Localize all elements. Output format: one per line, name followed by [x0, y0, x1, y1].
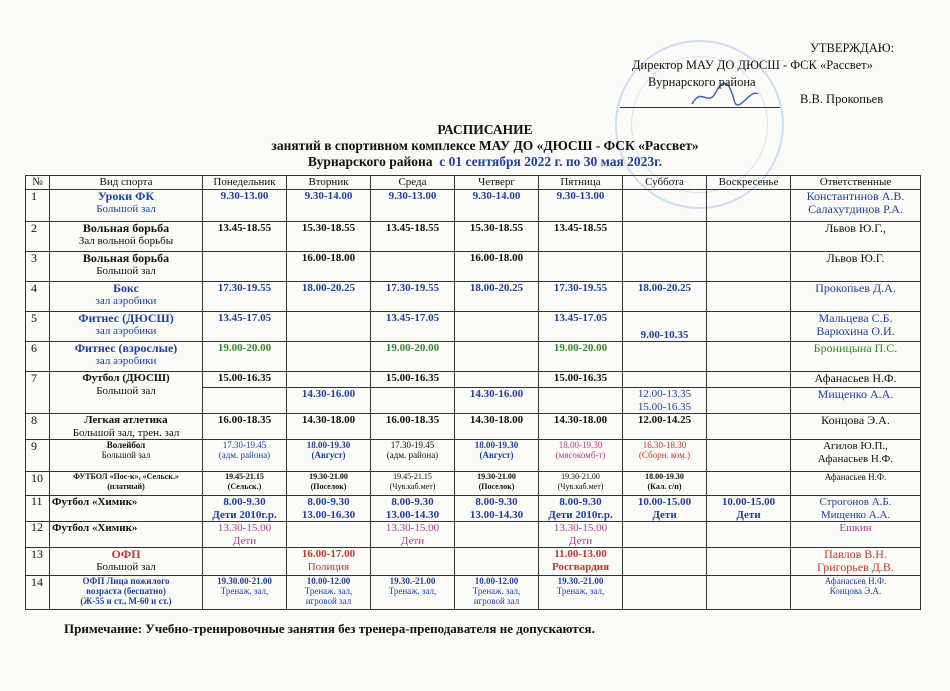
time-mon: 13.30-15.00 [217, 522, 272, 534]
title-period: с 01 сентября 2022 г. по 30 мая 2023г. [439, 154, 663, 169]
group-fri: (мясокомб-т) [555, 450, 606, 460]
place-thu: игровой зал [473, 596, 520, 606]
responsible: Броницына П.С. [791, 342, 921, 372]
group-fri: Дети [568, 534, 593, 547]
sport-note: (Ж-55 и ст., М-60 и ст.) [80, 596, 172, 606]
time-wed: 16.00-18.35 [371, 414, 455, 440]
time-wed: 8.00-9.30 [391, 496, 434, 508]
group-tue: (Поселок) [310, 481, 347, 491]
place-tue: Тренаж. зал, [304, 586, 353, 596]
sport-name: ФУТБОЛ «Пос-к», «Сельск.» [73, 472, 179, 481]
sport-name: Уроки ФК [97, 189, 155, 203]
responsible: Мальцева С.Б. [818, 311, 893, 325]
time-fri: 19.00-20.00 [539, 342, 623, 372]
group-sun: Дети [736, 508, 761, 521]
table-row [26, 576, 921, 610]
time-tue: 8.00-9.30 [307, 496, 350, 508]
sport-venue: Большой зал [96, 202, 156, 215]
group-fri: (Чув.каб.мет) [557, 481, 604, 491]
time-thu: 18.00-20.25 [455, 282, 539, 312]
responsible: Прокопьев Д.А. [791, 282, 921, 312]
place-fri: Тренаж. зал, [556, 586, 605, 596]
sport-venue: зал аэробики [95, 354, 157, 367]
group-thu: (Август) [479, 450, 514, 460]
time-sat: 16.30-18.30 [642, 440, 687, 450]
sport-name: Фитнес (ДЮСШ) [78, 311, 174, 325]
sport-venue: Зал вольной борьбы [78, 234, 174, 247]
time-sat: 12.00-14.25 [623, 414, 707, 440]
group-sat: (Сборн. ком.) [638, 450, 691, 460]
sport-venue: Большой зал [96, 560, 156, 573]
time-wed: 17.30-19.55 [371, 282, 455, 312]
sport-name: ОФП Лица пожилого [82, 576, 170, 586]
sport-name: Бокс [113, 281, 139, 295]
approval-district: Вурнарского района [648, 75, 756, 89]
row-number: 10 [26, 472, 50, 496]
header-sport: Вид спорта [50, 176, 203, 190]
time-wed: 19.45-21.15 [393, 472, 432, 481]
time-fri: 13.45-18.55 [539, 222, 623, 252]
time-tue: 14.30-18.00 [287, 414, 371, 440]
group-mon: Дети 2010г.р. [212, 508, 277, 521]
time-mon: 15.00-16.35 [203, 372, 287, 388]
time-wed: 15.00-16.35 [371, 372, 455, 388]
group-tue: Полиция [307, 560, 350, 573]
time-mon: 16.00-18.35 [203, 414, 287, 440]
row-number: 2 [26, 222, 50, 252]
time-mon: 17.30-19.45 [222, 440, 267, 450]
table-row [26, 522, 921, 548]
time-fri: 15.00-16.35 [539, 372, 623, 388]
table-row [26, 472, 921, 496]
table-row [26, 440, 921, 472]
time-fri: 19.30.-21.00 [557, 576, 604, 586]
header-num: № [26, 176, 50, 190]
time-thu: 14.30-18.00 [455, 414, 539, 440]
time-tue: 18.00-20.25 [287, 282, 371, 312]
row-number: 3 [26, 252, 50, 282]
approval-heading: УТВЕРЖДАЮ: [810, 41, 895, 55]
header-wed: Среда [371, 176, 455, 190]
footnote: Примечание: Учебно-тренировочные занятия без тренера-преподавателя не допускаются. [64, 621, 595, 636]
sport-venue: зал аэробики [95, 294, 157, 307]
signature-line [620, 95, 780, 108]
group-tue: 13.00-16.30 [301, 508, 356, 521]
time-sun: 10.00-15.00 [721, 496, 776, 508]
table-row [26, 342, 921, 372]
time-wed: 17.30-19.45 [390, 440, 435, 450]
header-sun: Воскресенье [707, 176, 791, 190]
group-mon: Дети [232, 534, 257, 547]
time-sat: 18.00-20.25 [623, 282, 707, 312]
header-sat: Суббота [623, 176, 707, 190]
time-fri: 14.30-18.00 [539, 414, 623, 440]
approval-block [620, 40, 920, 108]
table-row [26, 312, 921, 342]
table-row [26, 496, 921, 522]
time-thu: 8.00-9.30 [475, 496, 518, 508]
time-sat: 9.00-10.35 [623, 312, 707, 342]
responsible: Салахутдинов Р.А. [808, 201, 903, 216]
time-fri: 19.30-21.00 [561, 472, 600, 481]
header-resp: Ответственные [791, 176, 921, 190]
header-thu: Четверг [455, 176, 539, 190]
approval-name: В.В. Прокопьев [800, 92, 884, 106]
document-title [0, 122, 950, 170]
table-row [26, 414, 921, 440]
group-fri: Дети 2010г.р. [548, 508, 613, 521]
group-tue: (Август) [311, 450, 346, 460]
table-row [26, 252, 921, 282]
group-sat: Дети [652, 508, 677, 521]
row-number: 4 [26, 282, 50, 312]
time-sat: 12.00-13.35 [637, 388, 692, 400]
place-mon: Тренаж. зал, [220, 586, 269, 596]
time-tue: 19.30-21.00 [309, 472, 348, 481]
time-mon: 19.00-20.00 [203, 342, 287, 372]
responsible: Строгонов А.Б. [819, 496, 892, 508]
responsible: Львов Ю.Г. [791, 252, 921, 282]
sport-name: Легкая атлетика [84, 414, 168, 426]
time-tue: 14.30-16.00 [287, 388, 371, 414]
time-wed: 19.30.-21.00 [389, 576, 436, 586]
time-fri: 13.30-15.00 [553, 522, 608, 534]
group-wed: (адм. района) [386, 450, 439, 460]
time-mon: 17.30-19.55 [203, 282, 287, 312]
responsible: Варюхина О.И. [816, 323, 895, 338]
table-row [26, 372, 921, 388]
place-wed: Тренаж. зал, [388, 586, 437, 596]
table-row [26, 190, 921, 222]
time-tue: 16.00-18.00 [287, 252, 371, 282]
row-number: 5 [26, 312, 50, 342]
time-wed: 9.30-13.00 [371, 190, 455, 222]
group-wed: (Чув.каб.мет) [389, 481, 436, 491]
row-number: 1 [26, 190, 50, 222]
time-thu: 19.30-21.00 [477, 472, 516, 481]
time-thu: 16.00-18.00 [455, 252, 539, 282]
group-fri: Росгвардия [551, 560, 610, 573]
row-number: 7 [26, 372, 50, 414]
group-wed: Дети [400, 534, 425, 547]
approval-position: Директор МАУ ДО ДЮСШ - ФСК «Рассвет» [632, 58, 873, 72]
header-row [26, 176, 921, 190]
responsible: Григорьев Д.В. [817, 559, 894, 574]
time-wed: 13.30-15.00 [385, 522, 440, 534]
time-fri: 8.00-9.30 [559, 496, 602, 508]
time-thu: 9.30-14.00 [455, 190, 539, 222]
time-sat: 15.00-16.35 [637, 400, 692, 413]
time-fri: 17.30-19.55 [539, 282, 623, 312]
header-tue: Вторник [287, 176, 371, 190]
time-mon: 19.45-21.15 [225, 472, 264, 481]
header-mon: Понедельник [203, 176, 287, 190]
time-fri: 13.45-17.05 [539, 312, 623, 342]
responsible: Ешкин [791, 522, 921, 548]
responsible: Афанасьев Н.Ф. [817, 452, 894, 465]
sport-venue: Большой зал [101, 450, 151, 460]
time-mon: 13.45-17.05 [203, 312, 287, 342]
group-thu: 13.00-14.30 [469, 508, 524, 521]
time-mon: 8.00-9.30 [223, 496, 266, 508]
row-number: 11 [26, 496, 50, 522]
responsible: Агилов Ю.П., [823, 440, 888, 452]
time-mon: 13.45-18.55 [203, 222, 287, 252]
time-fri: 11.00-13.00 [554, 548, 607, 560]
group-mon: (адм. района) [218, 450, 271, 460]
table-row [26, 282, 921, 312]
time-mon: 19.30.00-21.00 [217, 576, 272, 586]
row-number: 13 [26, 548, 50, 576]
time-tue: 16.00-17.00 [301, 548, 356, 560]
sport-name: ОФП [111, 547, 141, 561]
time-wed: 13.45-18.55 [371, 222, 455, 252]
time-mon: 9.30-13.00 [203, 190, 287, 222]
sport-venue: зал аэробики [95, 324, 157, 337]
responsible: Мищенко А.А. [820, 508, 891, 521]
sport-venue: (платный) [107, 481, 145, 491]
time-tue: 9.30-14.00 [287, 190, 371, 222]
row-number: 6 [26, 342, 50, 372]
responsible: Мищенко А.А. [791, 388, 921, 414]
time-tue: 18.00-19.30 [306, 440, 351, 450]
time-tue: 10.00-12.00 [306, 576, 351, 586]
title-line-2: занятий в спортивном комплексе МАУ ДО «ДЮСШ - ФСК «Рассвет» [271, 138, 699, 153]
responsible: Львов Ю.Г., [791, 222, 921, 252]
time-thu: 15.30-18.55 [455, 222, 539, 252]
row-number: 8 [26, 414, 50, 440]
responsible: Афанасьев Н.Ф. [824, 576, 887, 586]
row-number: 12 [26, 522, 50, 548]
sport-name: Футбол (ДЮСШ) [82, 372, 170, 384]
group-sat: (Кал. с/п) [647, 481, 682, 491]
time-thu: 14.30-16.00 [455, 388, 539, 414]
group-wed: 13.00-14.30 [385, 508, 440, 521]
time-wed: 19.00-20.00 [371, 342, 455, 372]
table-row [26, 222, 921, 252]
sport-name: Вольная борьба [82, 251, 170, 265]
responsible: Афанасьев Н.Ф. [791, 472, 921, 496]
time-sat: 18.00-19.30 [645, 472, 684, 481]
responsible: Павлов В.Н. [824, 547, 887, 561]
title-line-1: РАСПИСАНИЕ [437, 122, 533, 137]
sport-name: Волейбол [106, 440, 146, 450]
table-row [26, 548, 921, 576]
sport-name: Фитнес (взрослые) [74, 341, 178, 355]
responsible: Концова Э.А. [829, 586, 882, 596]
sport-name: Футбол «Химик» [50, 496, 203, 522]
time-thu: 10.00-12.00 [474, 576, 519, 586]
sport-name: Вольная борьба [82, 221, 170, 235]
time-fri: 18.00-19.30 [558, 440, 603, 450]
responsible: Афанасьев Н.Ф. [791, 372, 921, 388]
responsible: Константинов А.В. [806, 189, 905, 203]
title-district: Вурнарского района [307, 154, 433, 169]
time-tue: 15.30-18.55 [287, 222, 371, 252]
header-fri: Пятница [539, 176, 623, 190]
time-wed: 13.45-17.05 [371, 312, 455, 342]
sport-note: возраста (беспатно) [86, 586, 166, 596]
time-fri: 9.30-13.00 [539, 190, 623, 222]
schedule-table [25, 175, 921, 610]
sport-name: Футбол «Химик» [50, 522, 203, 548]
sport-venue: Большой зал [96, 264, 156, 277]
group-mon: (Сельск.) [227, 481, 262, 491]
responsible: Концова Э.А. [791, 414, 921, 440]
group-thu: (Поселок) [478, 481, 515, 491]
sport-venue: Большой зал [96, 384, 156, 397]
sport-venue: Большой зал, трен. зал [72, 426, 180, 439]
place-tue: игровой зал [305, 596, 352, 606]
time-sat: 10.00-15.00 [637, 496, 692, 508]
row-number: 14 [26, 576, 50, 610]
row-number: 9 [26, 440, 50, 472]
place-thu: Тренаж. зал, [472, 586, 521, 596]
time-thu: 18.00-19.30 [474, 440, 519, 450]
